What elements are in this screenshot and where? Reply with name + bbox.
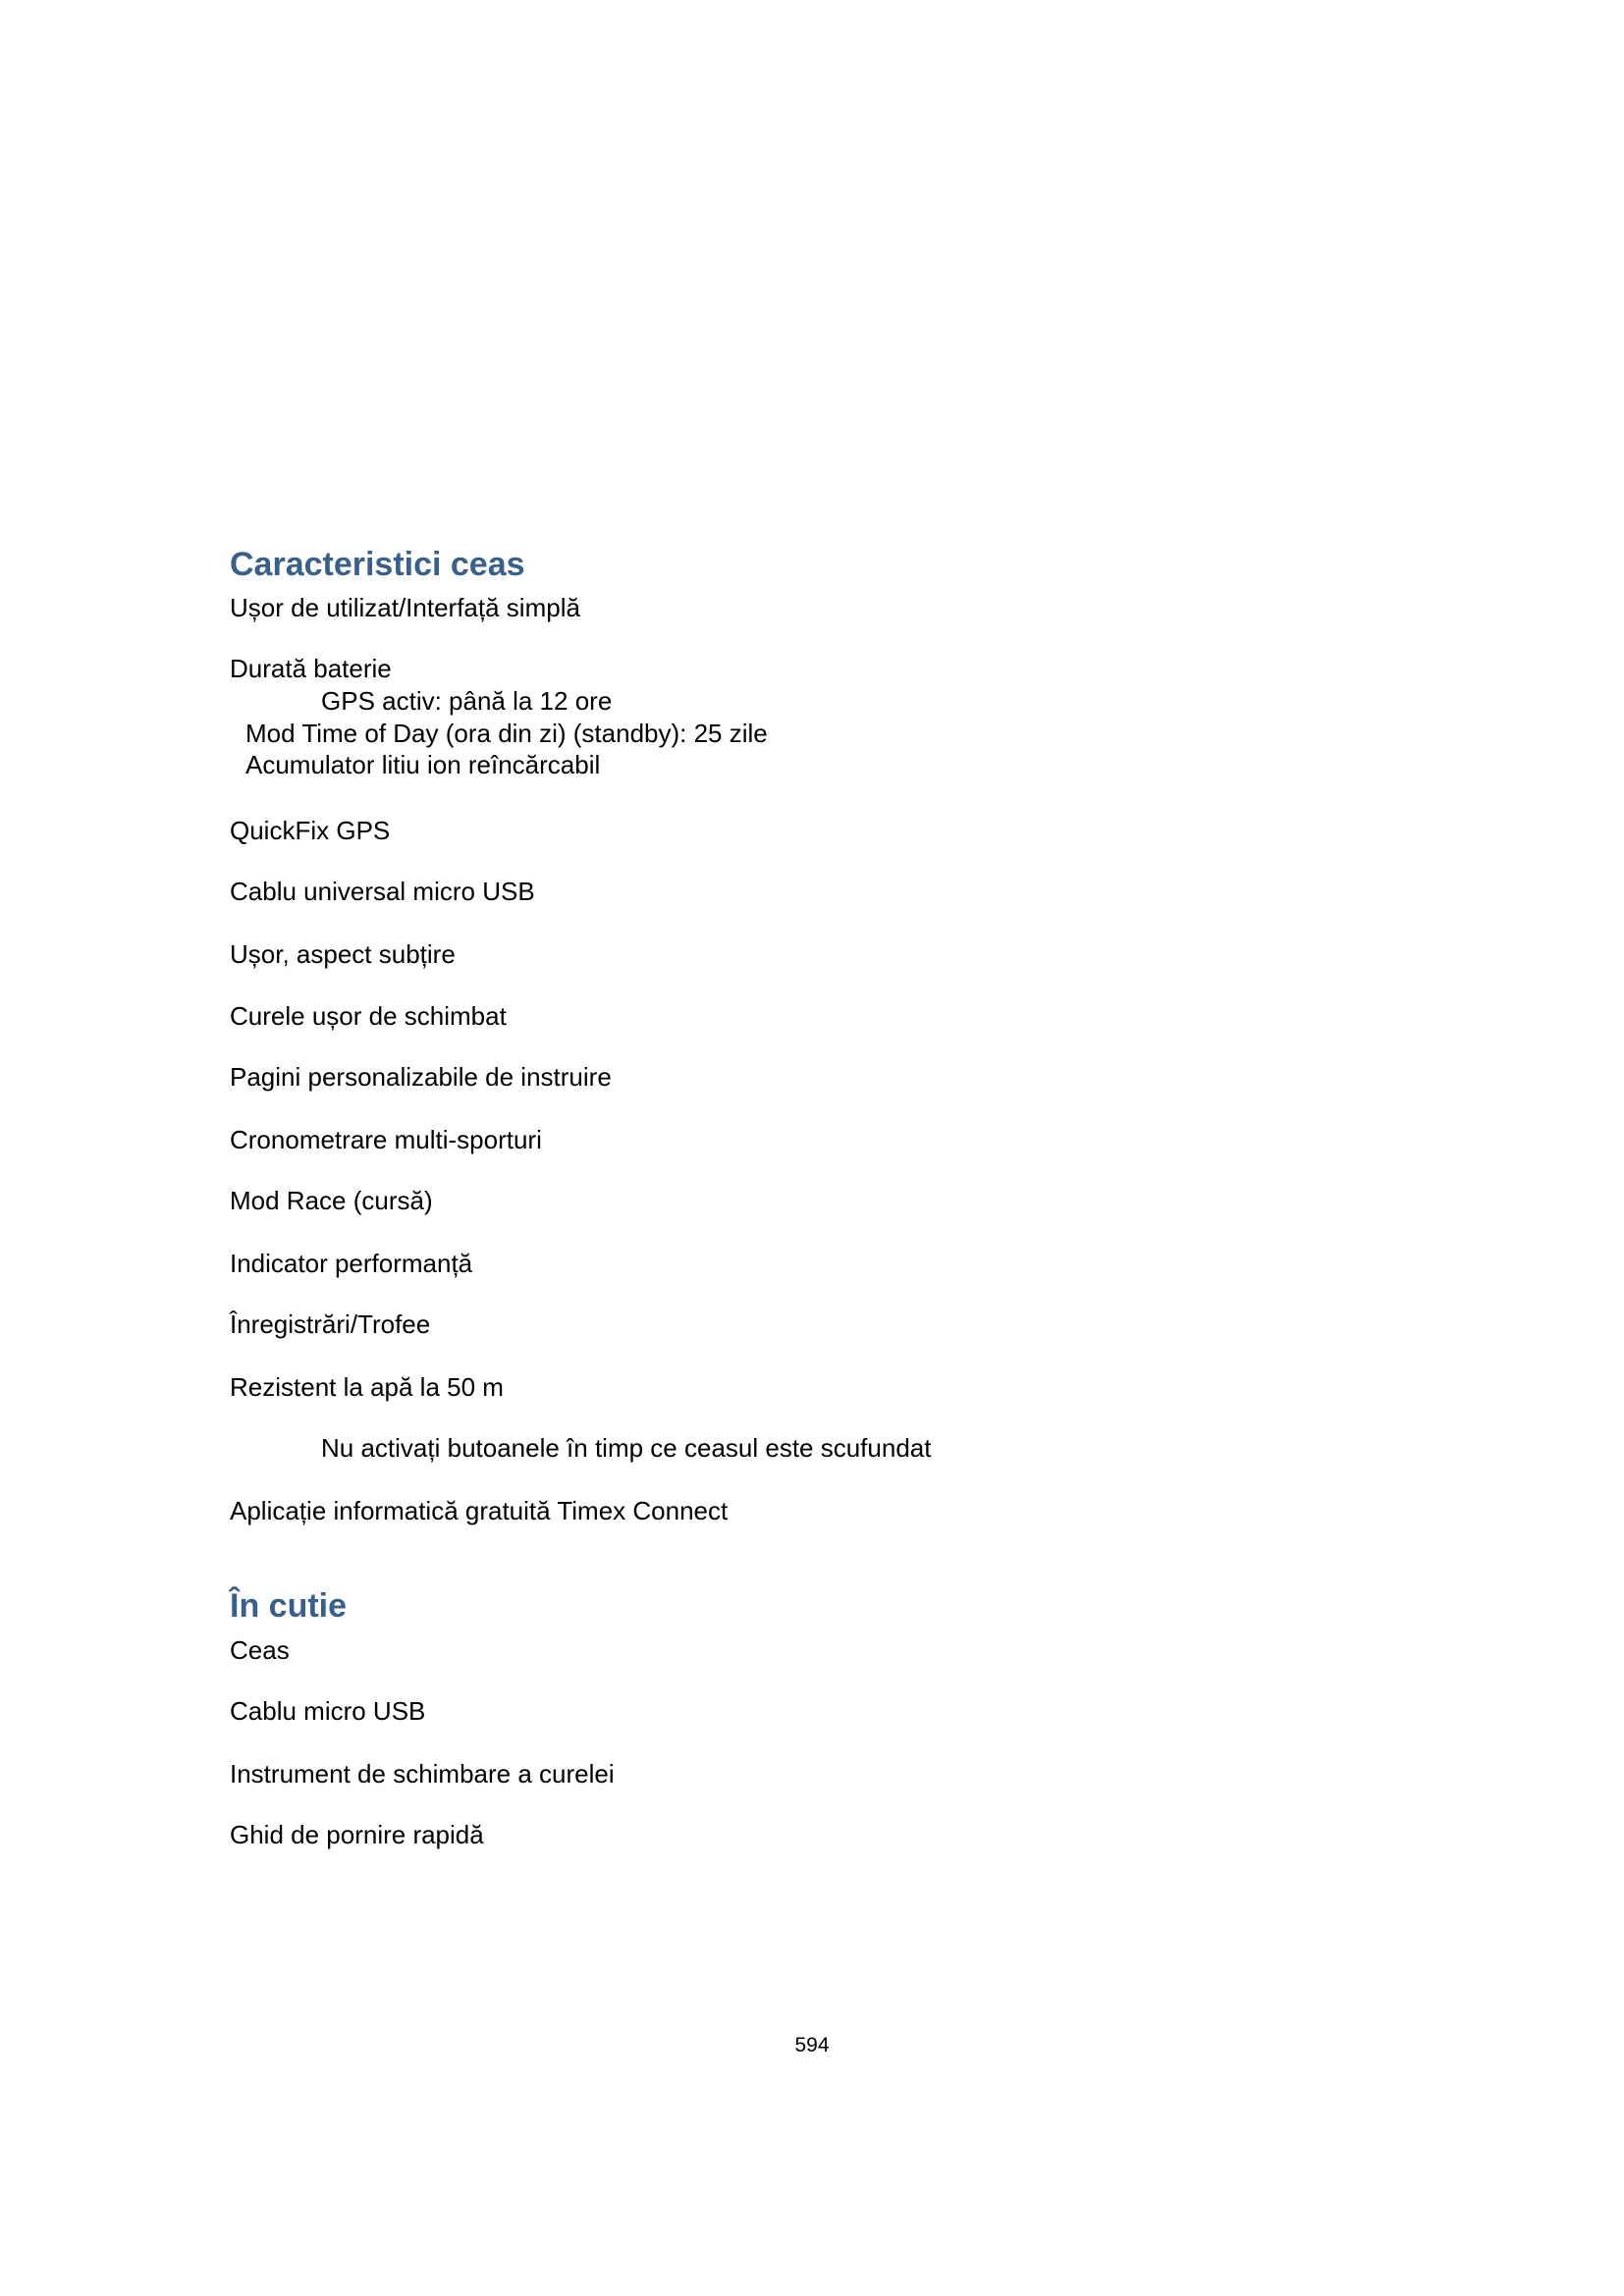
- feature-item: QuickFix GPS: [230, 816, 391, 845]
- feature-item: Aplicație informatică gratuită Timex Connect: [230, 1496, 729, 1525]
- feature-item: Cronometrare multi-sporturi: [230, 1125, 542, 1154]
- box-item: Ghid de pornire rapidă: [230, 1820, 484, 1849]
- section-heading-in-the-box: În cutie: [230, 1587, 348, 1625]
- box-item: Instrument de schimbare a curelei: [230, 1759, 615, 1789]
- feature-subitem: Mod Time of Day (ora din zi) (standby): 25 zile: [245, 719, 768, 748]
- section-heading-watch-features: Caracteristici ceas: [230, 546, 525, 583]
- feature-item: Curele ușor de schimbat: [230, 1001, 507, 1031]
- feature-subitem: Acumulator litiu ion reîncărcabil: [245, 750, 601, 779]
- feature-item: Pagini personalizabile de instruire: [230, 1062, 612, 1092]
- feature-item: Durată baterie: [230, 654, 392, 683]
- feature-subitem: Nu activați butoanele în timp ce ceasul este scufundat: [321, 1433, 932, 1463]
- feature-item: Înregistrări/Trofee: [230, 1309, 431, 1339]
- feature-subitem: GPS activ: până la 12 ore: [321, 686, 613, 716]
- feature-item: Mod Race (cursă): [230, 1186, 433, 1215]
- feature-item: Cablu universal micro USB: [230, 877, 535, 906]
- box-item: Ceas: [230, 1635, 290, 1665]
- feature-item: Rezistent la apă la 50 m: [230, 1372, 504, 1402]
- feature-item: Ușor de utilizat/Interfață simplă: [230, 593, 580, 622]
- feature-item: Indicator performanță: [230, 1249, 473, 1278]
- page-number: 594: [794, 2034, 830, 2056]
- feature-item: Ușor, aspect subțire: [230, 939, 456, 969]
- box-item: Cablu micro USB: [230, 1696, 426, 1726]
